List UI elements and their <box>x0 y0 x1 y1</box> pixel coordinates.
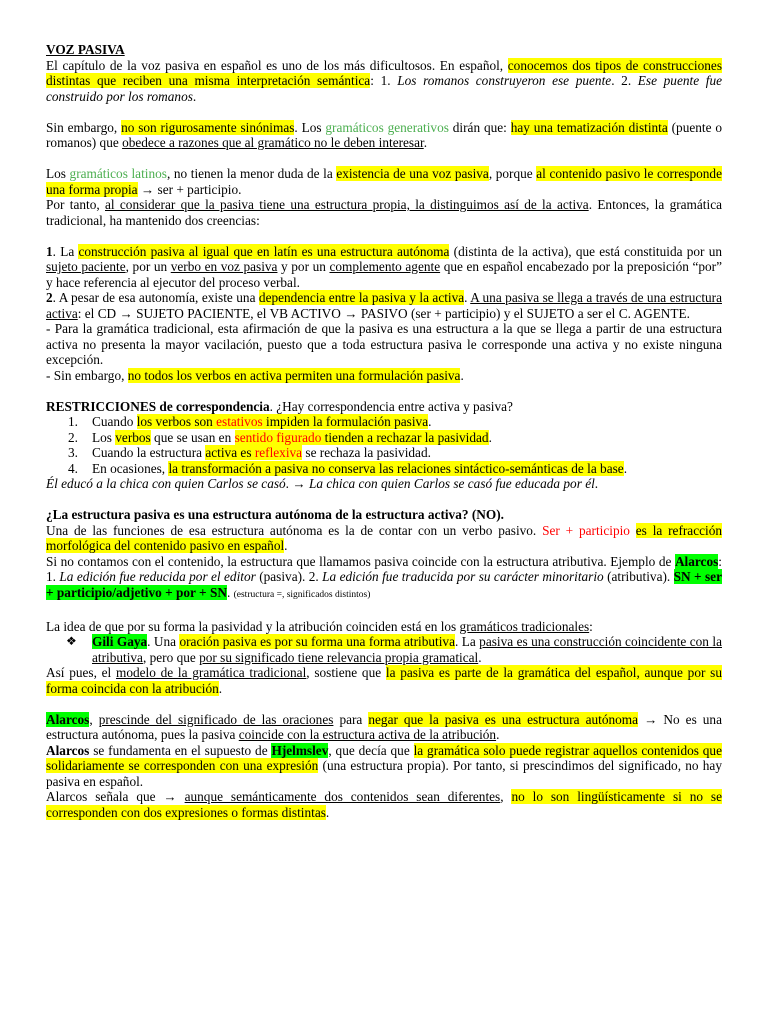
paragraph-generativos: Sin embargo, no son rigurosamente sinónimas. Los gramáticos generativos dirán que: hay una tematización distinta (puente o romanos) que obedece a razones que al gramático no le deben interesar. <box>46 119 723 150</box>
restricciones-heading: RESTRICCIONES de correspondencia. ¿Hay correspondencia entre activa y pasiva? <box>46 398 513 414</box>
paragraph-alarcos-prescinde: Alarcos, prescinde del significado de las oraciones para negar que la pasiva es una estructura autónoma → No es una estructura autónoma, pues la pasiva coincide con la estructura activa de la atribución. <box>46 711 722 742</box>
paragraph-intro: El capítulo de la voz pasiva en español es uno de los más dificultosos. En español, conocemos dos tipos de construcciones distintas que reciben una misma interpretación semántica: 1. Los romanos construyeron ese puente. 2. Ese puente fue construido por los romanos. <box>46 57 722 104</box>
list-item: 2. Los verbos que se usan en sentido figurado tienden a rechazar la pasividad. <box>68 429 492 445</box>
section-question: ¿La estructura pasiva es una estructura autónoma de la estructura activa? (NO). <box>46 507 504 522</box>
paragraph-latinos: Los gramáticos latinos, no tienen la menor duda de la existencia de una voz pasiva, porque al contenido pasivo le corresponde una forma propia → ser + participio. <box>46 166 722 197</box>
paragraph-alarcos-ejemplo: Si no contamos con el contenido, la estructura que llamamos pasiva coincide con la estructura atributiva. Ejemplo de Alarcos: 1. La edición fue reducida por el editor (pasiva). 2. La edición fue traducida por su carácter minoritario (atributiva). SN + ser + participio/adjetivo + por + SN. (estructura =, significados distintos) <box>46 553 722 600</box>
diamond-bullet-icon: ❖ <box>66 634 77 648</box>
list-item: 1. Cuando los verbos son estativos impiden la formulación pasiva. <box>68 414 432 429</box>
paragraph-hjelmslev: Alarcos se fundamenta en el supuesto de Hjelmslev, que decía que la gramática solo puede registrar aquellos contenidos que solidariamente se corresponden con una expresión (una estructura propia). Por tanto, si prescindimos del significado, no hay pasiva en español. <box>46 742 722 789</box>
paragraph-sin-embargo: - Sin embargo, no todos los verbos en activa permiten una formulación pasiva. <box>46 367 464 383</box>
list-item: 4. En ocasiones, la transformación a pasiva no conserva las relaciones sintáctico-semánticas de la base. <box>68 460 628 476</box>
paragraph-modelo-tradicional: Así pues, el modelo de la gramática tradicional, sostiene que la pasiva es parte de la gramática del español, aunque por su forma coincida con la atribución. <box>46 665 722 696</box>
example-sentence: Él educó a la chica con quien Carlos se casó. → La chica con quien Carlos se casó fue educada por él. <box>46 476 599 491</box>
paragraph-verbo-pasivo: Una de las funciones de esa estructura autónoma es la de contar con un verbo pasivo. Ser + participio es la refracción morfológica del contenido pasivo en español. <box>46 522 722 553</box>
paragraph-gramaticos-tradicionales: La idea de que por su forma la pasividad y la atribución coinciden está en los gramáticos tradicionales: <box>46 618 593 634</box>
list-item: 3. Cuando la estructura activa es reflexiva se rechaza la pasividad. <box>68 445 431 460</box>
document-page <box>46 42 722 820</box>
restricciones-list <box>46 414 722 476</box>
list-item: ❖ Gili Gaya. Una oración pasiva es por su forma una forma atributiva. La pasiva es una construcción coincidente con la atributiva, pero que por su significado tiene relevancia propia gramatical. <box>66 634 722 665</box>
paragraph-creencia-1: 1. La construcción pasiva al igual que en latín es una estructura autónoma (distinta de la activa), que está constituida por un sujeto paciente, por un verbo en voz pasiva y por un complemento agente que en español encabezado por la preposición “por” y hace referencia al ejecutor del proceso verbal. <box>46 243 722 290</box>
paragraph-gramatica-tradicional: - Para la gramática tradicional, esta afirmación de que la pasiva es una estructura a la que se llega a partir de una estructura activa no presenta la mayor vacilación, puesto que a toda estructura pasiva le corresponde una activa y no existe ninguna excepción. <box>46 321 722 367</box>
doc-title: VOZ PASIVA <box>46 42 125 57</box>
paragraph-creencia-2: 2. A pesar de esa autonomía, existe una dependencia entre la pasiva y la activa. A una pasiva se llega a través de una estructura activa: el CD → SUJETO PACIENTE, el VB ACTIVO → PASIVO (ser + participio) y el SUJETO a ser el C. AGENTE. <box>46 290 722 321</box>
paragraph-por-tanto: Por tanto, al considerar que la pasiva tiene una estructura propia, la distinguimos así de la activa. Entonces, la gramática tradicional, ha mantenido dos creencias: <box>46 197 722 228</box>
paragraph-alarcos-senala: Alarcos señala que → aunque semánticamente dos contenidos sean diferentes, no lo son lingüísticamente si no se corresponden con dos expresiones o formas distintas. <box>46 789 722 820</box>
